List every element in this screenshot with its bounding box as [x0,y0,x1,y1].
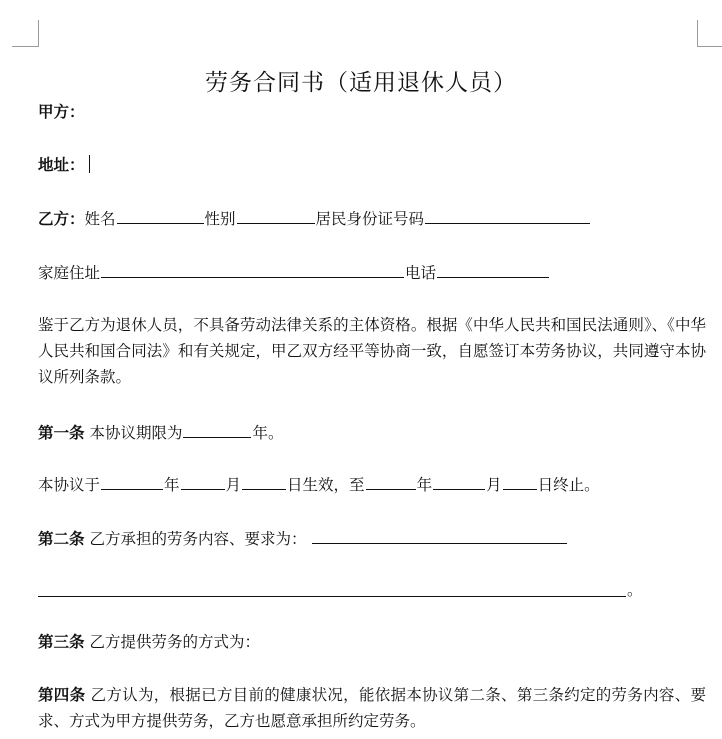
article1-text-after: 年。 [252,424,284,442]
article4-heading: 第四条 [38,686,86,704]
home-address-blank[interactable] [101,261,404,278]
end-year-label: 年 [416,476,433,494]
end-day-label: 日终止。 [537,476,600,494]
effective-start-label: 本协议于 [38,476,101,494]
start-day-blank[interactable] [242,473,286,490]
party-a-label: 甲方： [38,103,85,121]
effective-day-label: 日生效，至 [287,476,365,494]
term-years-blank[interactable] [183,421,251,438]
article3-heading: 第三条 [38,633,85,651]
start-year-blank[interactable] [101,473,163,490]
name-label: 姓名 [84,210,116,228]
article2-text: 乙方承担的劳务内容、要求为： [84,530,307,548]
party-b-label: 乙方： [38,210,85,228]
id-label: 居民身份证号码 [315,210,425,228]
start-month-blank[interactable] [181,473,225,490]
address-label: 地址： [38,156,85,174]
end-day-blank[interactable] [503,473,537,490]
document-title: 劳务合同书（适用退休人员） [205,70,517,96]
service-content-continuation-blank[interactable] [38,580,626,597]
end-year-blank[interactable] [366,473,416,490]
service-content-blank[interactable] [312,527,567,544]
article4-paragraph [38,682,706,734]
page-corner-mark-top-right [697,20,722,47]
gender-label: 性别 [204,210,236,228]
article1-term-line [38,421,283,443]
id-number-blank[interactable] [425,207,590,224]
phone-label: 电话 [405,264,437,282]
article2-heading: 第二条 [38,530,85,548]
article3-text: 乙方提供劳务的方式为： [84,633,260,651]
address-line[interactable] [38,155,90,175]
start-month-label: 月 [225,476,242,494]
end-month-label: 月 [486,476,502,494]
name-blank[interactable] [117,207,204,224]
article4-text: 乙方认为，根据已方目前的健康状况，能依据本协议第二条、第三条约定的劳务内容、要求、方式为甲方提供劳务，乙方也愿意承担所约定劳务。 [38,686,706,730]
home-address-line [38,261,550,283]
end-month-blank[interactable] [433,473,485,490]
article3-line [38,632,260,652]
preamble-paragraph: 鉴于乙方为退休人员，不具备劳动法律关系的主体资格。根据《中华人民共和国民法通则》、《中华人民共和国合同法》和有关规定，甲乙双方经平等协商一致，自愿签订本劳务协议，共同遵守本协议所列条款。 [38,316,706,386]
article1-heading: 第一条 [38,424,85,442]
article2-line [38,527,568,549]
phone-blank[interactable] [437,261,549,278]
page-corner-mark-top-left [12,20,39,47]
gender-blank[interactable] [237,207,315,224]
party-b-line [38,207,591,229]
text-cursor [89,155,90,173]
start-year-label: 年 [164,476,180,494]
article1-text-before: 本协议期限为 [84,424,183,442]
article1-dates-line [38,473,600,495]
article2-end-mark: 。 [627,581,643,599]
home-address-label: 家庭住址 [38,264,101,282]
